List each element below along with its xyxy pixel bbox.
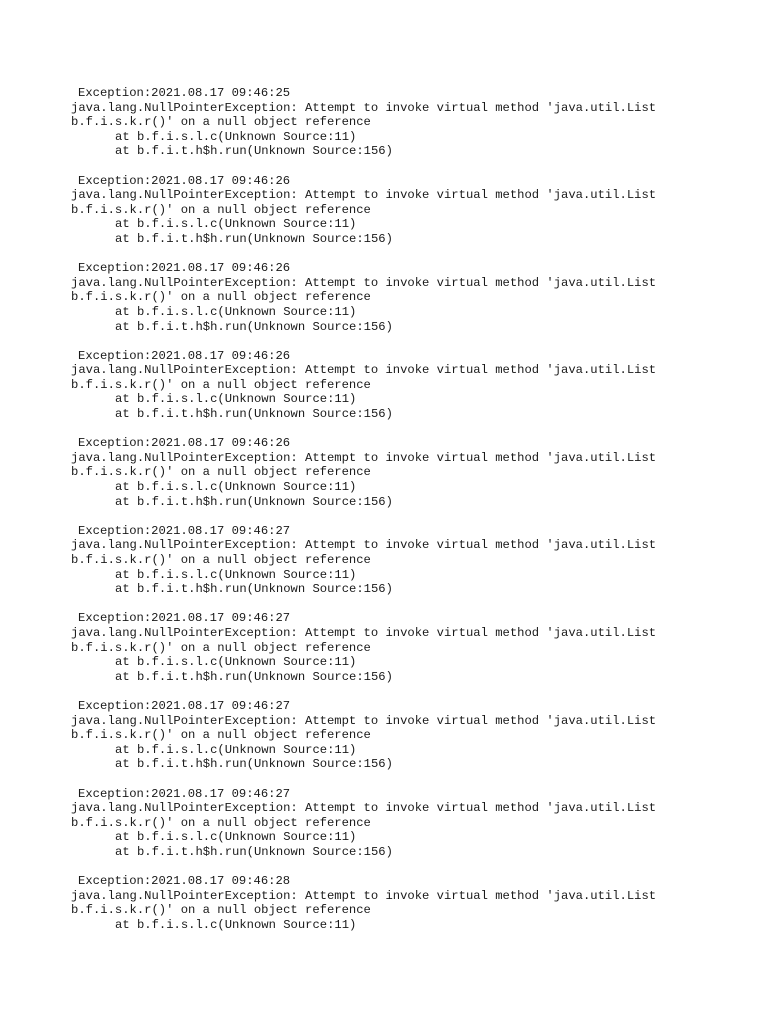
stack-frame: at b.f.i.t.h$h.run(Unknown Source:156) [115, 844, 393, 859]
log-entry [71, 349, 761, 422]
stack-frame: at b.f.i.s.l.c(Unknown Source:11) [115, 304, 357, 319]
exception-message-continued: b.f.i.s.k.r()' on a null object reference [71, 903, 371, 918]
exception-message: java.lang.NullPointerException: Attempt to invoke virtual method 'java.util.List [71, 188, 657, 203]
exception-message: java.lang.NullPointerException: Attempt to invoke virtual method 'java.util.List [71, 363, 657, 378]
stack-frame: at b.f.i.t.h$h.run(Unknown Source:156) [115, 669, 393, 684]
stack-frame: at b.f.i.s.l.c(Unknown Source:11) [115, 129, 357, 144]
stack-frame: at b.f.i.s.l.c(Unknown Source:11) [115, 830, 357, 845]
exception-message: java.lang.NullPointerException: Attempt to invoke virtual method 'java.util.List [71, 801, 657, 816]
log-entry [71, 261, 761, 334]
stack-frame: at b.f.i.t.h$h.run(Unknown Source:156) [115, 582, 393, 597]
exception-log [71, 86, 761, 932]
exception-timestamp: Exception:2021.08.17 09:46:27 [78, 611, 291, 626]
log-entry [71, 611, 761, 684]
exception-message: java.lang.NullPointerException: Attempt to invoke virtual method 'java.util.List [71, 275, 657, 290]
exception-message: java.lang.NullPointerException: Attempt to invoke virtual method 'java.util.List [71, 538, 657, 553]
exception-message-continued: b.f.i.s.k.r()' on a null object reference [71, 553, 371, 567]
log-entry [71, 174, 761, 247]
exception-timestamp: Exception:2021.08.17 09:46:27 [78, 698, 291, 713]
exception-timestamp: Exception:2021.08.17 09:46:26 [78, 261, 291, 276]
exception-timestamp: Exception:2021.08.17 09:46:27 [78, 523, 291, 538]
stack-frame: at b.f.i.s.l.c(Unknown Source:11) [115, 480, 357, 495]
exception-message: java.lang.NullPointerException: Attempt to invoke virtual method 'java.util.List [71, 625, 657, 640]
log-entry [71, 874, 761, 932]
log-entry [71, 524, 761, 597]
stack-frame: at b.f.i.t.h$h.run(Unknown Source:156) [115, 494, 393, 509]
exception-timestamp: Exception:2021.08.17 09:46:26 [78, 173, 291, 188]
stack-frame: at b.f.i.s.l.c(Unknown Source:11) [115, 655, 357, 670]
exception-timestamp: Exception:2021.08.17 09:46:28 [78, 874, 291, 889]
exception-timestamp: Exception:2021.08.17 09:46:27 [78, 786, 291, 801]
exception-message-continued: b.f.i.s.k.r()' on a null object reference [71, 815, 371, 830]
log-entry [71, 86, 761, 159]
exception-message-continued: b.f.i.s.k.r()' on a null object reference [71, 115, 371, 130]
exception-timestamp: Exception:2021.08.17 09:46:26 [78, 436, 291, 451]
stack-frame: at b.f.i.s.l.c(Unknown Source:11) [115, 392, 357, 407]
stack-frame: at b.f.i.t.h$h.run(Unknown Source:156) [115, 144, 393, 159]
exception-message: java.lang.NullPointerException: Attempt to invoke virtual method 'java.util.List [71, 450, 657, 465]
exception-message-continued: b.f.i.s.k.r()' on a null object reference [71, 728, 371, 743]
stack-frame: at b.f.i.t.h$h.run(Unknown Source:156) [115, 319, 393, 334]
exception-message: java.lang.NullPointerException: Attempt to invoke virtual method 'java.util.List [71, 713, 657, 728]
exception-message-continued: b.f.i.s.k.r()' on a null object reference [71, 202, 371, 217]
exception-timestamp: Exception:2021.08.17 09:46:26 [78, 348, 291, 363]
stack-frame: at b.f.i.s.l.c(Unknown Source:11) [115, 217, 357, 232]
stack-frame: at b.f.i.s.l.c(Unknown Source:11) [115, 567, 357, 582]
exception-message: java.lang.NullPointerException: Attempt to invoke virtual method 'java.util.List [71, 888, 657, 903]
exception-timestamp: Exception:2021.08.17 09:46:25 [78, 86, 291, 100]
stack-frame: at b.f.i.s.l.c(Unknown Source:11) [115, 742, 357, 757]
log-entry [71, 699, 761, 772]
log-entry [71, 436, 761, 509]
exception-message-continued: b.f.i.s.k.r()' on a null object reference [71, 640, 371, 655]
stack-frame: at b.f.i.t.h$h.run(Unknown Source:156) [115, 407, 393, 422]
exception-message: java.lang.NullPointerException: Attempt to invoke virtual method 'java.util.List [71, 100, 657, 115]
exception-message-continued: b.f.i.s.k.r()' on a null object reference [71, 377, 371, 392]
stack-frame: at b.f.i.t.h$h.run(Unknown Source:156) [115, 757, 393, 772]
log-entry [71, 787, 761, 860]
stack-frame: at b.f.i.t.h$h.run(Unknown Source:156) [115, 231, 393, 246]
exception-message-continued: b.f.i.s.k.r()' on a null object reference [71, 290, 371, 305]
stack-frame: at b.f.i.s.l.c(Unknown Source:11) [115, 917, 357, 932]
exception-message-continued: b.f.i.s.k.r()' on a null object reference [71, 465, 371, 480]
log-page [71, 86, 761, 947]
